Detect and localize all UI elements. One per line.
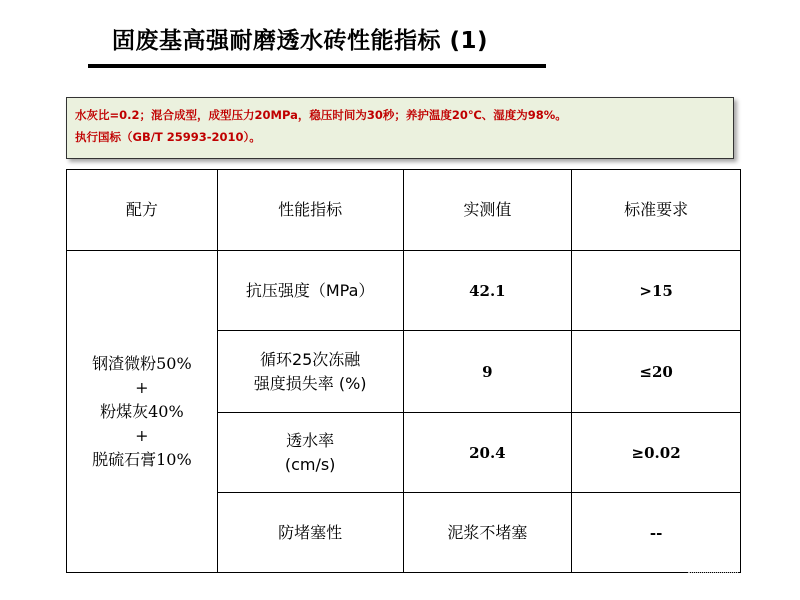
measured-value-cell: 9 [403, 331, 572, 413]
requirement-cell: ≤20 [572, 331, 741, 413]
metric-cell [217, 251, 403, 331]
formula-line: + [135, 377, 149, 397]
performance-table [66, 169, 741, 573]
metric-label: 透水率 [286, 430, 335, 450]
header-metric: 性能指标 [217, 170, 403, 251]
conditions-note-line-2: 执行国标（GB/T 25993-2010）。 [75, 130, 261, 144]
metric-label: 循环25次冻融 [259, 349, 361, 369]
formula-line: 粉煤灰40% [100, 401, 184, 421]
table-row [67, 251, 741, 331]
conditions-note [66, 97, 734, 159]
formula-line: + [135, 425, 149, 445]
metric-label: (cm/s) [284, 454, 336, 474]
metric-cell [217, 331, 403, 413]
header-measured-value: 实测值 [403, 170, 572, 251]
metric-cell [217, 413, 403, 493]
metric-label: 强度损失率 (%) [253, 373, 367, 393]
requirement-cell: ≥0.02 [572, 413, 741, 493]
formula-cell [67, 251, 218, 573]
metric-label: 防堵塞性 [278, 522, 343, 542]
title-underline [88, 64, 546, 68]
header-standard-requirement: 标准要求 [572, 170, 741, 251]
header-formula: 配方 [67, 170, 218, 251]
requirement-cell: >15 [572, 251, 741, 331]
metric-label: 抗压强度（MPa） [245, 280, 375, 300]
measured-value-cell: 20.4 [403, 413, 572, 493]
conditions-note-line-1: 水灰比=0.2；混合成型，成型压力20MPa，稳压时间为30秒；养护温度20℃、湿度为98%。 [75, 108, 567, 122]
formula-line: 钢渣微粉50% [92, 353, 192, 373]
requirement-cell: -- [572, 493, 741, 573]
formula-line: 脱硫石膏10% [92, 449, 192, 469]
metric-cell [217, 493, 403, 573]
table-header-row [67, 170, 741, 251]
measured-value-cell: 泥浆不堵塞 [403, 493, 572, 573]
corner-watermark [688, 566, 738, 573]
page-title: 固废基高强耐磨透水砖性能指标 (1) [112, 28, 489, 54]
measured-value-cell: 42.1 [403, 251, 572, 331]
